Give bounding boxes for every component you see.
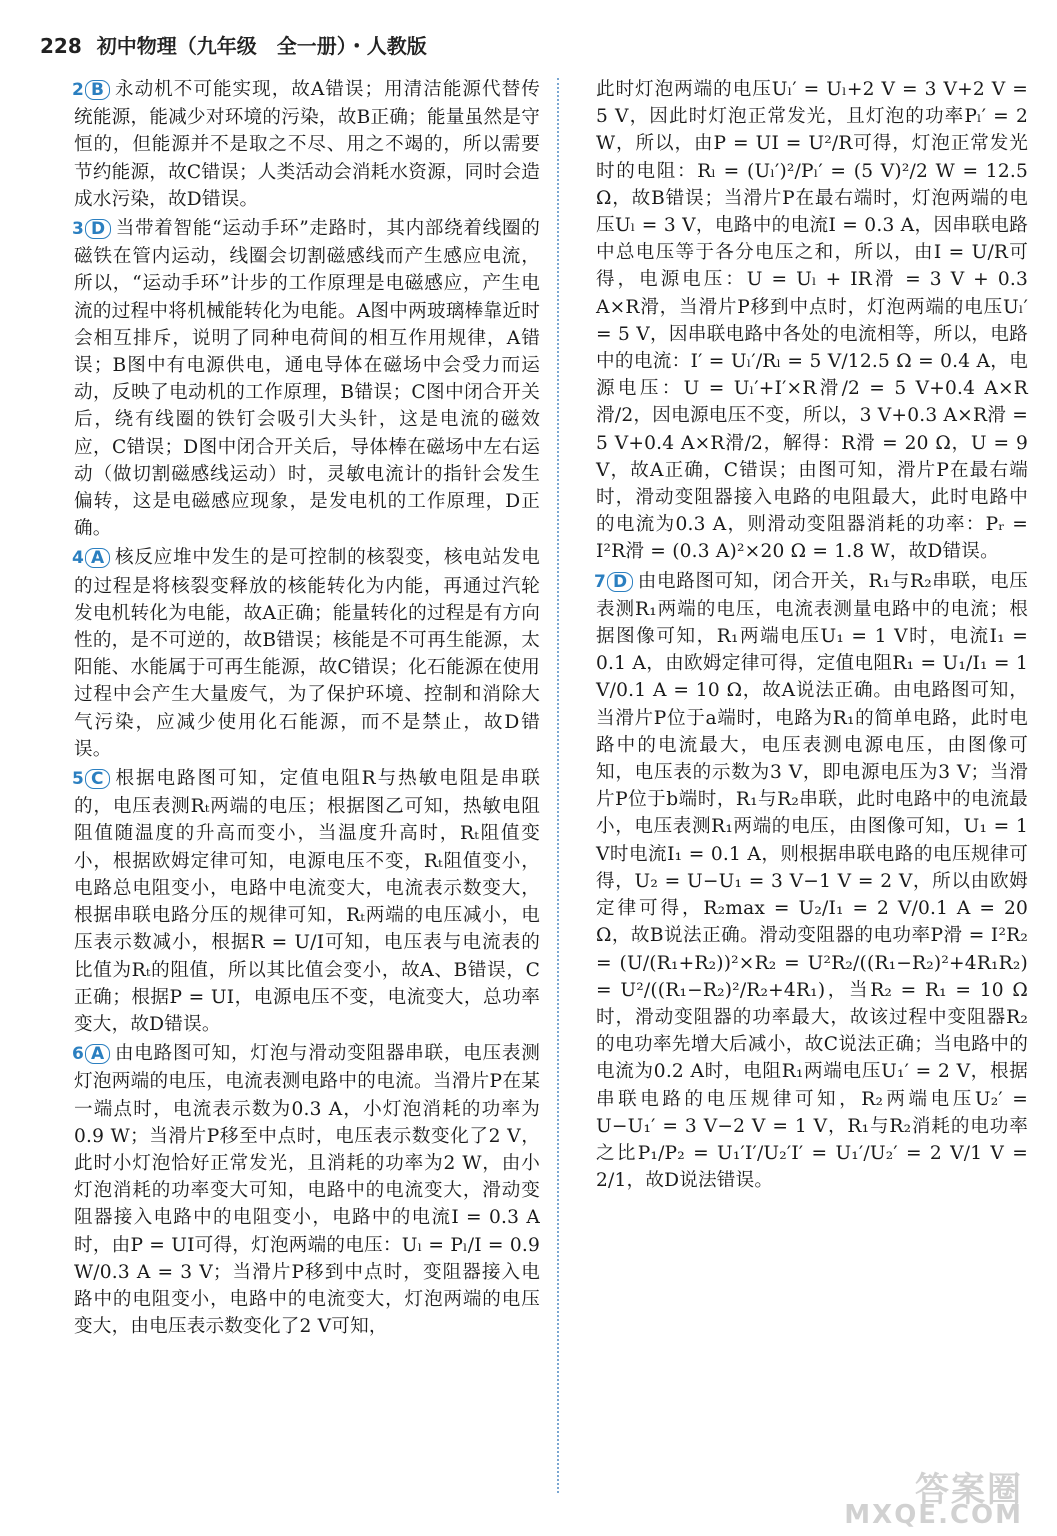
watermark-logo: [844, 1462, 1033, 1532]
book-title: 初中物理（九年级 全一册）・人教版: [96, 34, 427, 58]
answer-text: 由电路图可知，灯泡与滑动变阻器串联，电压表测灯泡两端的电压，电流表测电路中的电流。当滑片P在某一端点时，电流表示数为0.3 A，小灯泡消耗的功率为0.9 W；当滑片P移至中点时，电压表示数变化了2 V，此时小灯泡恰好正常发光，且消耗的功率为2 W，由小灯泡消耗的功率变大可知，电路中的电流变大，滑动变阻器接入电路中的电阻变小，电路中的电流I = 0.3 A时，由P = UI可得，灯泡两端的电压：Uₗ = Pₗ/I = 0.9 W/0.3 A = 3 V；当滑片P移到中点时，变阻器接入电路中的电阻变小，电路中的电流变大，灯泡两端的电压变大，由电压表示数变化了2 V可知，: [74, 1043, 540, 1338]
question-tag: 2 B: [72, 77, 110, 104]
left-column: [74, 76, 540, 1342]
page-header: [40, 30, 427, 59]
answer-text: 此时灯泡两端的电压Uₗ′ = Uₗ+2 V = 3 V+2 V = 5 V，因此时灯泡正常发光，且灯泡的功率Pₗ′ = 2 W，所以，由P = UI = U²/R可得，灯泡正常发光时的电阻：Rₗ = (Uₗ′)²/Pₗ′ = (5 V)²/2 W = 12.5 Ω，故B错误；当滑片P在最右端时，灯泡两端的电压Uₗ = 3 V，电路中的电流I = 0.3 A，因串联电路中总电压等于各分电压之和，所以，由I = U/R可得，电源电压：U = Uₗ + IR滑 = 3 V + 0.3 A×R滑，当滑片P移到中点时，灯泡两端的电压Uₗ′ = 5 V，因串联电路中各处的电流相等，所以，电路中的电流：I′ = Uₗ′/Rₗ = 5 V/12.5 Ω = 0.4 A，电源电压：U = Uₗ′+I′×R滑/2 = 5 V+0.4 A×R滑/2，因电源电压不变，所以，3 V+0.3 A×R滑 = 5 V+0.4 A×R滑/2，解得：R滑 = 20 Ω，U = 9 V，故A正确，C错误；由图可知，滑片P在最右端时，滑动变阻器接入电路的电阻最大，此时电路中的电流为0.3 A，则滑动变阻器消耗的功率：Pᵣ = I²R滑 = (0.3 A)²×20 Ω = 1.8 W，故D错误。: [596, 79, 1028, 563]
question-tag: 5 C: [72, 766, 110, 793]
answer-item-3: [74, 215, 540, 542]
watermark-text: 答案圈: [915, 1470, 1023, 1510]
answer-item-6-continued: [596, 76, 1028, 566]
question-tag: 3 D: [72, 216, 111, 243]
question-tag: 6 A: [72, 1041, 110, 1068]
answer-item-2: [74, 76, 540, 213]
answer-item-7: [596, 568, 1028, 1195]
answer-item-4: [74, 544, 540, 763]
answer-text: 当带着智能“运动手环”走路时，其内部绕着线圈的磁铁在管内运动，线圈会切割磁感线而产生感应电流，所以，“运动手环”计步的工作原理是电磁感应，产生电流的过程中将机械能转化为电能。A图中两玻璃棒靠近时会相互排斥，说明了同种电荷间的相互作用规律，A错误；B图中有电源供电，通电导体在磁场中会受力而运动，反映了电动机的工作原理，B错误；C图中闭合开关后，绕有线圈的铁钉会吸引大头针，这是电流的磁效应，C错误；D图中闭合开关后，导体棒在磁场中左右运动（做切割磁感线运动）时，灵敏电流计的指针会发生偏转，这是电磁感应现象，是发电机的工作原理，D正确。: [74, 218, 540, 540]
answer-text: 永动机不可能实现，故A错误；用清洁能源代替传统能源，能减少对环境的污染，故B正确；能量虽然是守恒的，但能源并不是取之不尽、用之不竭的，所以需要节约能源，故C错误；人类活动会消耗水资源，同时会造成水污染，故D错误。: [74, 79, 540, 210]
right-column: [596, 76, 1028, 1196]
answer-text: 根据电路图可知，定值电阻R与热敏电阻是串联的，电压表测Rₜ两端的电压；根据图乙可知，热敏电阻阻值随温度的升高而变小，当温度升高时，Rₜ阻值变小，根据欧姆定律可知，电源电压不变，Rₜ阻值变小，电路总电阻变小，电路中电流变大，电流表示数变大，根据串联电路分压的规律可知，Rₜ两端的电压减小，电压表示数减小，根据R = U/I可知，电压表与电流表的比值为Rₜ的阻值，所以其比值会变小，故A、B错误，C正确；根据P = UI，电源电压不变，电流变大，总功率变大，故D错误。: [74, 768, 540, 1035]
page-number: 228: [40, 34, 82, 58]
watermark-url: MXQE.COM: [844, 1500, 1023, 1530]
answer-text: 由电路图可知，闭合开关，R₁与R₂串联，电压表测R₁两端的电压，电流表测量电路中的电流；根据图像可知，R₁两端电压U₁ = 1 V时，电流I₁ = 0.1 A，由欧姆定律可得，定值电阻R₁ = U₁/I₁ = 1 V/0.1 A = 10 Ω，故A说法正确。由电路图可知，当滑片P位于a端时，电路为R₁的简单电路，此时电路中的电流最大，电压表测电源电压，由图像可知，电压表的示数为3 V，即电源电压为3 V；当滑片P位于b端时，R₁与R₂串联，此时电路中的电流最小，电压表测R₁两端的电压，由图像可知，U₁ = 1 V时电流I₁ = 0.1 A，则根据串联电路的电压规律可得，U₂ = U−U₁ = 3 V−1 V = 2 V，所以由欧姆定律可得，R₂max = U₂/I₁ = 2 V/0.1 A = 20 Ω，故B说法正确。滑动变阻器的电功率P滑 = I²R₂ = (U/(R₁+R₂))²×R₂ = U²R₂/((R₁−R₂)²+4R₁R₂) = U²/((R₁−R₂)²/R₂+4R₁)，当R₂ = R₁ = 10 Ω时，滑动变阻器的功率最大，故该过程中变阻器R₂的电功率先增大后减小，故C说法正确；当电路中的电流为0.2 A时，电阻R₁两端电压U₁′ = 2 V，根据串联电路的电压规律可知，R₂两端电压U₂′ = U−U₁′ = 3 V−2 V = 1 V，R₁与R₂消耗的电功率之比P₁/P₂ = U₁′I′/U₂′I′ = U₁′/U₂′ = 2 V/1 V = 2/1，故D说法错误。: [596, 570, 1028, 1192]
answer-item-5: [74, 765, 540, 1038]
question-tag: 4 A: [72, 545, 110, 572]
question-tag: 7 D: [594, 569, 633, 596]
answer-item-6: [74, 1040, 540, 1340]
answer-text: 核反应堆中发生的是可控制的核裂变，核电站发电的过程是将核裂变释放的核能转化为内能，再通过汽轮发电机转化为电能，故A正确；能量转化的过程是有方向性的，是不可逆的，故B错误；核能是不可再生能源，太阳能、水能属于可再生能源，故C错误；化石能源在使用过程中会产生大量废气，为了保护环境、控制和消除大气污染，应减少使用化石能源，而不是禁止，故D错误。: [74, 547, 540, 760]
column-divider: [557, 78, 559, 1493]
